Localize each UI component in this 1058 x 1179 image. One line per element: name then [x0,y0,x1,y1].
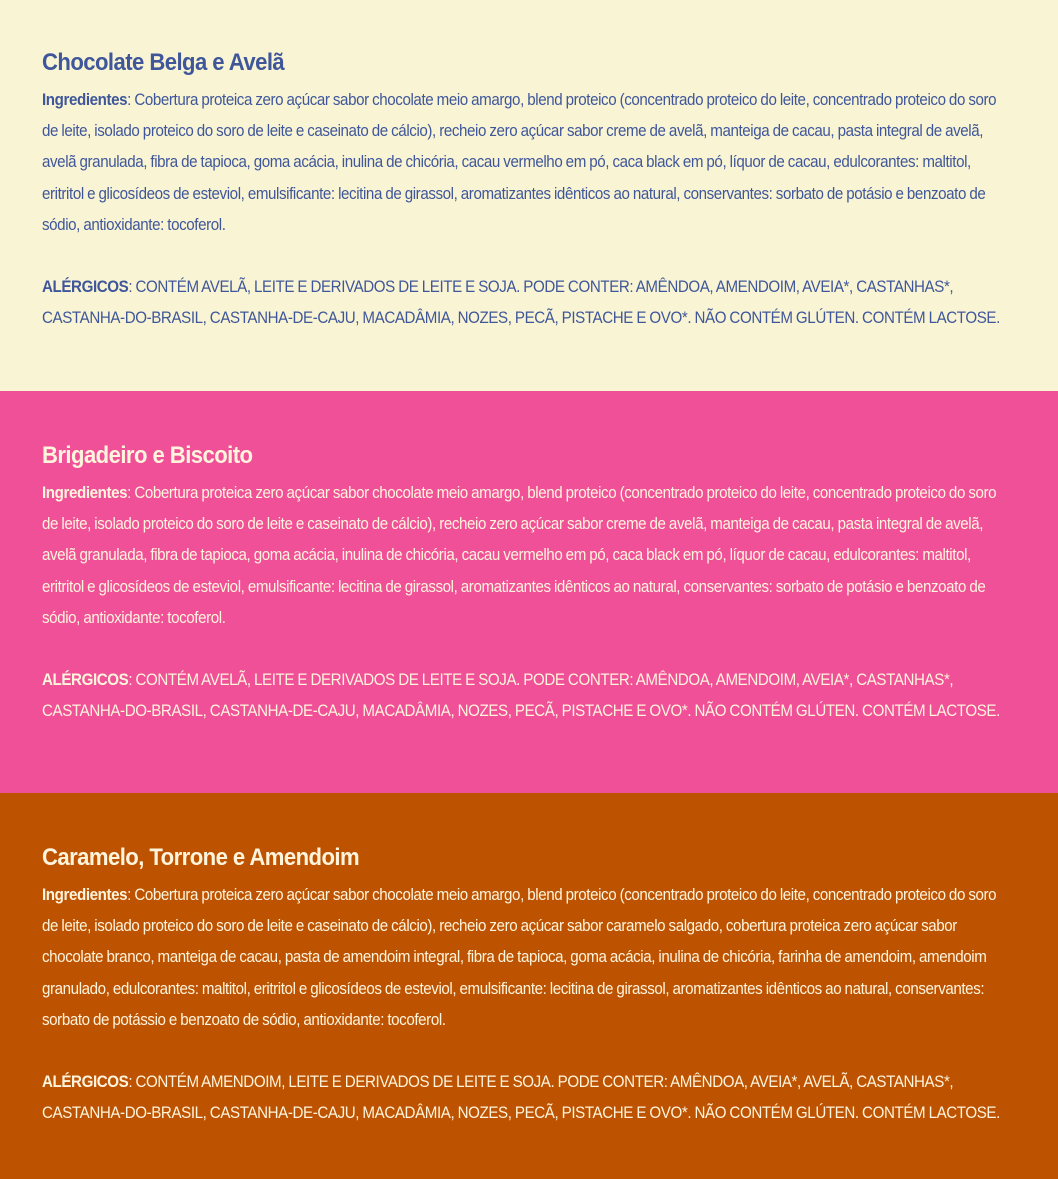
ingredients-paragraph [42,477,1012,633]
allergens-text: : CONTÉM AVELÃ, LEITE E DERIVADOS DE LEITE E SOJA. PODE CONTER: AMÊNDOA, AMENDOIM, AVEIA*, CASTANHAS*, CASTANHA-DO-BRASIL, CASTANHA-DE-CAJU, MACADÂMIA, NOZES, PECÃ, PISTACHE E OVO*. NÃO CONTÉM GLÚTEN. CONTÉM LACTOSE. [42,670,1000,721]
ingredients-label: Ingredientes [42,885,128,904]
ingredients-label: Ingredientes [42,90,128,109]
ingredients-text: : Cobertura proteica zero açúcar sabor chocolate meio amargo, blend proteico (concentrado proteico do leite, concentrado proteico do soro de leite, isolado proteico do soro de leite e caseinato de cálcio), recheio zero açúcar sabor caramelo salgado, cobertura proteica zero açúcar sabor chocolate branco, manteiga de cacau, pasta de amendoim integral, fibra de tapioca, goma acácia, inulina de chicória, farinha de amendoim, amendoim granulado, edulcorantes: maltitol, eritritol e glicosídeos de esteviol, emulsificante: lecitina de girassol, aromatizantes idênticos ao natural, conservantes: sorbato de potássio e benzoato de sódio, antioxidante: tocoferol. [42,885,997,1029]
allergens-paragraph [42,1066,1012,1128]
ingredients-paragraph [42,84,1012,240]
allergens-label: ALÉRGICOS [42,670,129,690]
product-title: Brigadeiro e Biscoito [42,442,253,469]
product-panel-chocolate-belga [0,0,1058,391]
allergens-text: : CONTÉM AMENDOIM, LEITE E DERIVADOS DE LEITE E SOJA. PODE CONTER: AMÊNDOA, AVEIA*, AVELÃ, CASTANHAS*, CASTANHA-DO-BRASIL, CASTANHA-DE-CAJU, MACADÂMIA, NOZES, PECÃ, PISTACHE E OVO*. NÃO CONTÉM GLÚTEN. CONTÉM LACTOSE. [42,1072,1000,1123]
allergens-paragraph [42,664,1012,726]
ingredients-text: : Cobertura proteica zero açúcar sabor chocolate meio amargo, blend proteico (concentrado proteico do leite, concentrado proteico do soro de leite, isolado proteico do soro de leite e caseinato de cálcio), recheio zero açúcar sabor creme de avelã, manteiga de cacau, pasta integral de avelã, avelã granulada, fibra de tapioca, goma acácia, inulina de chicória, cacau vermelho em pó, caca black em pó, líquor de cacau, edulcorantes: maltitol, eritritol e glicosídeos de esteviol, emulsificante: lecitina de girassol, aromatizantes idênticos ao natural, conservantes: sorbato de potásio e benzoato de sódio, antioxidante: tocoferol. [42,90,997,234]
product-panel-caramelo [0,793,1058,1179]
ingredients-label: Ingredientes [42,483,128,502]
ingredients-text: : Cobertura proteica zero açúcar sabor chocolate meio amargo, blend proteico (concentrado proteico do leite, concentrado proteico do soro de leite, isolado proteico do soro de leite e caseinato de cálcio), recheio zero açúcar sabor creme de avelã, manteiga de cacau, pasta integral de avelã, avelã granulada, fibra de tapioca, goma acácia, inulina de chicória, cacau vermelho em pó, caca black em pó, líquor de cacau, edulcorantes: maltitol, eritritol e glicosídeos de esteviol, emulsificante: lecitina de girassol, aromatizantes idênticos ao natural, conservantes: sorbato de potásio e benzoato de sódio, antioxidante: tocoferol. [42,483,997,627]
product-panel-brigadeiro [0,391,1058,793]
allergens-label: ALÉRGICOS [42,1072,129,1092]
product-title: Caramelo, Torrone e Amendoim [42,844,360,871]
allergens-paragraph [42,271,1012,333]
allergens-text: : CONTÉM AVELÃ, LEITE E DERIVADOS DE LEITE E SOJA. PODE CONTER: AMÊNDOA, AMENDOIM, AVEIA*, CASTANHAS*, CASTANHA-DO-BRASIL, CASTANHA-DE-CAJU, MACADÂMIA, NOZES, PECÃ, PISTACHE E OVO*. NÃO CONTÉM GLÚTEN. CONTÉM LACTOSE. [42,277,1000,328]
ingredients-paragraph [42,879,1012,1035]
product-title: Chocolate Belga e Avelã [42,49,285,76]
allergens-label: ALÉRGICOS [42,277,129,297]
